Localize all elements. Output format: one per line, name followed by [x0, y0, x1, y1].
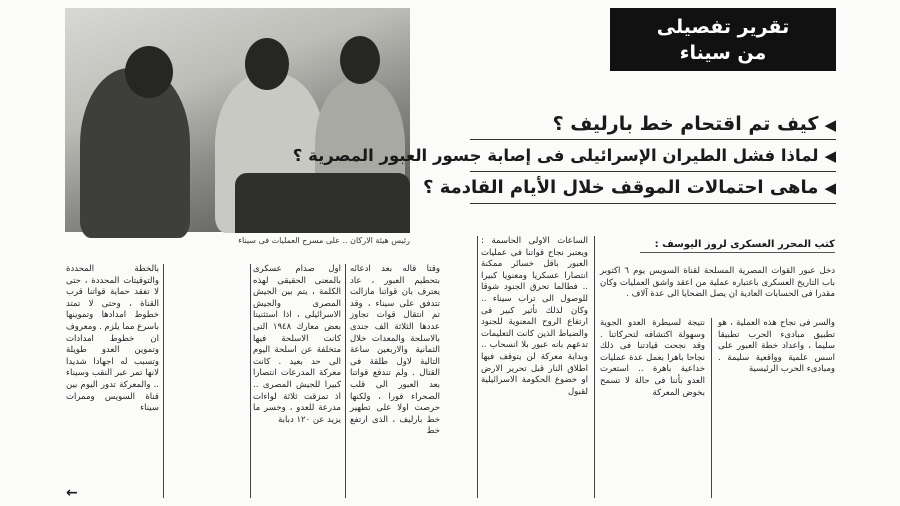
column-rule: [163, 264, 164, 498]
column-rule: [711, 318, 712, 498]
article-column: اول صدام عسكرى بالمعنى الحقيقى لهذه الكلمة ، يتم بين الجيش المصرى والجيش الاسرائيلى ، اذا استثنينا بعض معارك ١٩٤٨ التى كانت الاسلحة فيها متخلفة عن اسلحة اليوم الى حد بعيد . كانت معركة المدرعات انتصارا كبيرا للجيش المصرى .. اذ تمزقت ثلاثة لواءات مدرعة للعدو ، وخسر ما يزيد عن ١٢٠ دبابة: [253, 264, 341, 425]
headline: [470, 110, 836, 140]
headline-text: كيف تم اقتحام خط بارليف ؟: [552, 113, 819, 135]
article-column: الساعات الاولى الحاسمة : ويعتبر نجاح قواتنا فى عمليات العبور باقل خسائر ممكنة انتصارا عسكريا ومعنويا كبيرا .. فطالما تحرق الجنود شوقا للوصول الى تراب سيناء .. وكان لذلك تأثير كبير فى ارتفاع الروح المعنوية للجنود والضباط الذين كانت التعليمات تدعهم بانه عبور بلا انسحاب .. وبداية معركة لن يتوقف فيها اطلاق النار قبل تحرير الارض او خضوع الحكومة الاسرائيلية لقبول: [481, 236, 588, 397]
continue-arrow-icon: ←: [66, 485, 78, 501]
headline-text: ماهى احتمالات الموقف خلال الأيام القادمة ؟: [423, 177, 819, 198]
article-column: بالخطة المحددة والتوقيتات المحددة ، حتى لا تفقد حماية قواتنا قرب القناة ، وحتى لا تمتد خطوط امدادها وتموينها باسرع مما يلزم . ومعروف ان خطوط امدادات وتموين العدو طويلة وتسبب له اجهادا شديدا لانها تمر عبر النقب وسيناء .. والمعركة تدور اليوم بين قناة السويس وممرات سيناء: [66, 264, 159, 414]
arrow-bullet-icon: ◀: [824, 116, 836, 134]
column-rule: [477, 236, 478, 498]
report-title-box: [610, 8, 836, 71]
article-column: وقتا قاله بعد ادعائه بتحطيم العبور ، عاد يعترف بان قواتنا مازالت تتدفق على سيناء ، وقد تم انتقال قوات تجاوز عددها الثلاثة الف جندى بالاسلحة والمعدات خلال الثمانية والاربعين ساعة التالية لاول طلقة فى القتال . ولم تندفع قواتنا بعد العبور الى قلب الصحراء فورا ، ولكنها حرصت اولا على تطهير خط بارليف ، الذى ارتفع خط: [350, 264, 440, 437]
photo-chief-of-staff: [65, 8, 410, 232]
headline: [423, 174, 836, 204]
column-rule: [594, 236, 595, 498]
headline: [292, 142, 836, 172]
arrow-bullet-icon: ◀: [824, 179, 836, 197]
report-title-line: من سيناء: [679, 42, 767, 64]
column-rule: [250, 264, 251, 498]
article-column: والسر فى نجاح هذه العملية ، هو تطبيق مبادىء الحرب تطبيقا سليما ، واعداد خطة العبور على اسس علمية وواقعية سليمة . ومبادىء الحرب الرئيسية: [718, 318, 835, 375]
column-rule: [345, 264, 346, 498]
report-title-line: تقرير تفصيلى: [656, 16, 790, 38]
arrow-bullet-icon: ◀: [824, 147, 836, 165]
article-intro: دخل عبور القوات المصرية المسلحة لقناة السويس يوم ٦ اكتوبر باب التاريخ العسكرى باعتباره عملية من اعقد واشق العمليات وكان مقدرا فى الحسابات العادية ان يصل الضحايا الى عدة آلاف .: [600, 266, 836, 300]
article-column: نتيجة لسيطرة العدو الجوية وسهولة اكتشافه لتحركاتنا . وقد نجحت قيادتنا فى ذلك نجاحا باهرا بعمل عدة عمليات خداعية باهرة .. استعرت العدو بأننا فى حالة لا تسمح بخوض المعركة: [600, 318, 705, 398]
headline-text: لماذا فشل الطيران الإسرائيلى فى إصابة جسور العبور المصرية ؟: [292, 146, 819, 165]
byline: كتب المحرر العسكرى لروز اليوسف :: [640, 239, 835, 253]
photo-caption: رئيس هيئة الاركان .. على مسرح العمليات فى سيناء: [238, 236, 410, 245]
